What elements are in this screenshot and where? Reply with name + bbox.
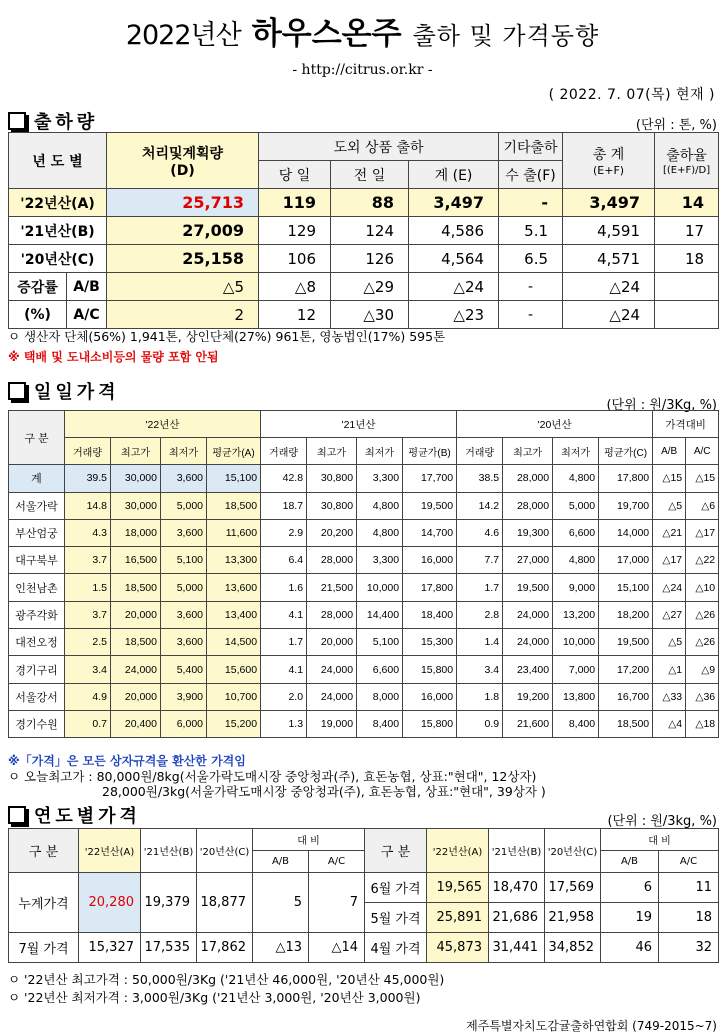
price-cell: 13,300 <box>207 547 261 574</box>
table-row: 누계가격 20,280 19,379 18,877 5 7 6월 가격 19,565 18,470 17,569 6 11 <box>9 873 719 903</box>
price-cell: 30,800 <box>307 492 357 519</box>
price-cell: △15 <box>686 465 719 492</box>
year-header: 년 도 별 <box>9 133 107 189</box>
table-row <box>9 683 719 710</box>
price-cell: 27,000 <box>503 547 553 574</box>
price-cell: 18,500 <box>111 629 161 656</box>
price-cell: 10,700 <box>207 683 261 710</box>
price-cell: 17,800 <box>403 574 457 601</box>
market-name: 부산엄궁 <box>9 519 65 546</box>
price-cell: 4,800 <box>553 547 599 574</box>
price-cell: 13,200 <box>553 601 599 628</box>
price-cell: 5,100 <box>357 629 403 656</box>
price-cell: 17,000 <box>599 547 653 574</box>
price-cell: 17,200 <box>599 656 653 683</box>
table-row: 증감률 A/B △5 △8 △29 △24 - △24 <box>9 273 719 301</box>
price-cell: 9,000 <box>553 574 599 601</box>
price-cell: 1.5 <box>65 574 111 601</box>
price-cell: 19,500 <box>403 492 457 519</box>
price-cell: 3,600 <box>161 601 207 628</box>
sub-header: 거래량 <box>65 438 111 465</box>
checkbox-square-icon <box>8 382 26 400</box>
yesterday-header: 전 일 <box>331 161 409 189</box>
price-cell: 15,300 <box>403 629 457 656</box>
price-cell: 16,000 <box>403 547 457 574</box>
price-cell: 15,800 <box>403 710 457 737</box>
price-cell: 17,700 <box>403 465 457 492</box>
price-cell: 1.3 <box>261 710 307 737</box>
year-header-20: '20년산 <box>457 411 653 438</box>
price-cell: 19,500 <box>503 574 553 601</box>
price-cell: 14,700 <box>403 519 457 546</box>
price-cell: △27 <box>653 601 686 628</box>
market-name: 경기구리 <box>9 656 65 683</box>
daily-note-2: ㅇ 오늘최고가 : 80,000원/8kg(서울가락도매시장 중앙청과(주), 효돈농협, 상표:"현대", 12상자) <box>8 769 537 784</box>
price-cell: 14,000 <box>599 519 653 546</box>
price-cell: 3,300 <box>357 547 403 574</box>
price-cell: 20,200 <box>307 519 357 546</box>
price-cell: 24,000 <box>307 656 357 683</box>
daily-section-heading <box>8 378 120 404</box>
price-cell: 28,000 <box>307 547 357 574</box>
sub-header: 최저가 <box>161 438 207 465</box>
export-header: 수 출(F) <box>499 161 563 189</box>
price-cell: 18,000 <box>111 519 161 546</box>
table-row <box>9 465 719 492</box>
sub-header: 거래량 <box>261 438 307 465</box>
shipment-table <box>8 132 719 329</box>
price-cell: 18,500 <box>207 492 261 519</box>
price-cell: 17,800 <box>599 465 653 492</box>
table-row <box>9 656 719 683</box>
daily-section-title: 일일가격 <box>34 382 120 403</box>
sub-header: 평균가(C) <box>599 438 653 465</box>
yearly-note-2: ㅇ '22년산 최저가격 : 3,000원/3Kg ('21년산 3,000원, '20년산 3,000원) <box>8 990 421 1005</box>
site-url[interactable]: - http://citrus.or.kr - <box>292 62 433 78</box>
price-cell: 8,400 <box>553 710 599 737</box>
price-cell: 20,000 <box>307 629 357 656</box>
price-cell: 18,200 <box>599 601 653 628</box>
price-cell: 3,600 <box>161 519 207 546</box>
price-cell: 15,100 <box>207 465 261 492</box>
price-cell: 21,500 <box>307 574 357 601</box>
price-cell: 8,000 <box>357 683 403 710</box>
market-name: 광주각화 <box>9 601 65 628</box>
price-cell: 24,000 <box>307 683 357 710</box>
price-cell: 19,500 <box>599 629 653 656</box>
shipment-unit: (단위 : 톤, %) <box>635 118 717 133</box>
sub-header: 최고가 <box>111 438 161 465</box>
market-name: 대전오정 <box>9 629 65 656</box>
shipment-note: ㅇ 생산자 단체(56%) 1,941톤, 상인단체(27%) 961톤, 영농법인(17%) 595톤 <box>8 329 446 344</box>
price-cell: 4.6 <box>457 519 503 546</box>
price-cell: 15,100 <box>599 574 653 601</box>
price-cell: 1.7 <box>261 629 307 656</box>
price-cell: △5 <box>653 629 686 656</box>
checkbox-square-icon <box>8 112 26 130</box>
checkbox-square-icon <box>8 806 26 824</box>
price-cell: 6,600 <box>357 656 403 683</box>
ratio-header: 출하율 [(E+F)/D] <box>655 133 719 189</box>
price-cell: 5,400 <box>161 656 207 683</box>
price-cell: 13,400 <box>207 601 261 628</box>
year-header-21: '21년산 <box>261 411 457 438</box>
price-cell: 15,600 <box>207 656 261 683</box>
price-cell: 5,000 <box>161 492 207 519</box>
price-cell: 16,700 <box>599 683 653 710</box>
price-cell: 28,000 <box>503 492 553 519</box>
sub-header: 최고가 <box>307 438 357 465</box>
price-cell: 19,200 <box>503 683 553 710</box>
table-row <box>9 574 719 601</box>
today-header: 당 일 <box>259 161 331 189</box>
page-title <box>0 8 725 53</box>
price-cell: △4 <box>653 710 686 737</box>
table-row <box>9 492 719 519</box>
price-cell: 23,400 <box>503 656 553 683</box>
price-cell: 2.8 <box>457 601 503 628</box>
table-row: '21년산(B) 27,009 129 124 4,586 5.1 4,591 17 <box>9 217 719 245</box>
price-cell: 1.8 <box>457 683 503 710</box>
price-cell: 2.9 <box>261 519 307 546</box>
table-row <box>9 519 719 546</box>
price-cell: 8,400 <box>357 710 403 737</box>
price-cell: 20,000 <box>111 601 161 628</box>
price-cell: 18.7 <box>261 492 307 519</box>
sub-header: 평균가(B) <box>403 438 457 465</box>
price-cell: 3.4 <box>65 656 111 683</box>
table-row: '22년산(A) 25,713 119 88 3,497 - 3,497 14 <box>9 189 719 217</box>
price-cell: △9 <box>686 656 719 683</box>
price-cell: 3,300 <box>357 465 403 492</box>
title-year: 2022년산 <box>125 20 241 51</box>
price-cell: 15,200 <box>207 710 261 737</box>
price-cell: 2.0 <box>261 683 307 710</box>
price-cell: △6 <box>686 492 719 519</box>
sub-header: 최고가 <box>503 438 553 465</box>
price-cell: 14.8 <box>65 492 111 519</box>
price-cell: △26 <box>686 629 719 656</box>
other-header: 기타출하 <box>499 133 563 161</box>
price-cell: 0.7 <box>65 710 111 737</box>
price-cell: 28,000 <box>503 465 553 492</box>
price-cell: 14.2 <box>457 492 503 519</box>
table-row: '20년산(C) 25,158 106 126 4,564 6.5 4,571 18 <box>9 245 719 273</box>
daily-price-table <box>8 410 719 738</box>
price-cell: △24 <box>653 574 686 601</box>
price-cell: 19,000 <box>307 710 357 737</box>
market-name: 대구북부 <box>9 547 65 574</box>
price-cell: 1.7 <box>457 574 503 601</box>
price-cell: △33 <box>653 683 686 710</box>
market-name: 인천남촌 <box>9 574 65 601</box>
price-cell: 14,500 <box>207 629 261 656</box>
table-row: 5월 가격 25,891 21,686 21,958 19 18 <box>9 903 719 933</box>
price-cell: 24,000 <box>503 601 553 628</box>
price-cell: 1.4 <box>457 629 503 656</box>
table-row <box>9 629 719 656</box>
price-cell: 3.4 <box>457 656 503 683</box>
shipment-warning: ※ 택배 및 도내소비등의 물량 포함 안됨 <box>8 350 219 364</box>
price-cell: 42.8 <box>261 465 307 492</box>
price-cell: △17 <box>653 547 686 574</box>
yearly-section-heading <box>8 802 141 828</box>
price-cell: 4.1 <box>261 601 307 628</box>
price-cell: 4,800 <box>357 519 403 546</box>
price-cell: 5,000 <box>161 574 207 601</box>
price-cell: △18 <box>686 710 719 737</box>
price-cell: 1.6 <box>261 574 307 601</box>
price-cell: 2.5 <box>65 629 111 656</box>
plan-header: 처리및계획량 (D) <box>107 133 259 189</box>
price-cell: 6,000 <box>161 710 207 737</box>
price-cell: 14,400 <box>357 601 403 628</box>
price-cell: 7.7 <box>457 547 503 574</box>
price-cell: △17 <box>686 519 719 546</box>
price-cell: 16,500 <box>111 547 161 574</box>
price-cell: 6.4 <box>261 547 307 574</box>
price-cell: 18,500 <box>111 574 161 601</box>
market-name: 경기수원 <box>9 710 65 737</box>
domestic-header: 도외 상품 출하 <box>259 133 499 161</box>
title-rest: 출하 및 가격동향 <box>412 22 600 50</box>
price-cell: 7,000 <box>553 656 599 683</box>
daily-note-1: ※「가격」은 모든 상자규격을 환산한 가격임 <box>8 754 246 768</box>
price-cell: 11,600 <box>207 519 261 546</box>
price-cell: 4.1 <box>261 656 307 683</box>
price-cell: 13,600 <box>207 574 261 601</box>
price-cell: 0.9 <box>457 710 503 737</box>
price-cell: 4.3 <box>65 519 111 546</box>
sub-header: 평균가(A) <box>207 438 261 465</box>
price-cell: 3.7 <box>65 601 111 628</box>
price-cell: 21,600 <box>503 710 553 737</box>
price-cell: 4.9 <box>65 683 111 710</box>
sub-header: 거래량 <box>457 438 503 465</box>
shipment-section-title: 출하량 <box>34 112 99 133</box>
sub-header: 최저가 <box>357 438 403 465</box>
price-cell: △36 <box>686 683 719 710</box>
table-row: 7월 가격 15,327 17,535 17,862 △13 △14 4월 가격 45,873 31,441 34,852 46 32 <box>9 933 719 963</box>
price-cell: 5,000 <box>553 492 599 519</box>
table-row: (%) A/C 2 12 △30 △23 - △24 <box>9 301 719 329</box>
footer-org: 제주특별자치도감귤출하연합회 (749-2015~7) <box>466 1019 717 1033</box>
price-cell: 30,000 <box>111 492 161 519</box>
daily-note-3: 28,000원/3kg(서울가락도매시장 중앙청과(주), 효돈농협, 상표:"현대", 39상자 ) <box>102 784 546 799</box>
price-cell: 3.7 <box>65 547 111 574</box>
price-cell: 3,600 <box>161 465 207 492</box>
yearly-note-1: ㅇ '22년산 최고가격 : 50,000원/3Kg ('21년산 46,000원, '20년산 45,000원) <box>8 972 445 987</box>
market-name: 서울가락 <box>9 492 65 519</box>
year-header-22: '22년산 <box>65 411 261 438</box>
price-cell: 6,600 <box>553 519 599 546</box>
price-cell: 10,000 <box>553 629 599 656</box>
sub-header: A/B <box>653 438 686 465</box>
price-cell: △26 <box>686 601 719 628</box>
price-cell: △21 <box>653 519 686 546</box>
price-cell: 38.5 <box>457 465 503 492</box>
price-cell: △1 <box>653 656 686 683</box>
price-cell: 28,000 <box>307 601 357 628</box>
price-cell: 4,800 <box>553 465 599 492</box>
price-cell: 4,800 <box>357 492 403 519</box>
price-cell: 16,000 <box>403 683 457 710</box>
price-cell: 20,400 <box>111 710 161 737</box>
price-cell: 3,900 <box>161 683 207 710</box>
daily-unit: (단위 : 원/3Kg, %) <box>606 398 717 413</box>
yearly-price-table: 구 분 '22년산(A) '21년산(B) '20년산(C) 대 비 구 분 '22년산(A) '21년산(B) '20년산(C) 대 비 A/B A/C A/B A/C 누계가격 20,280 19,379 18,877 5 7 6월 가격 19,565 18,470 17,569 6 11 5월 가격 25,891 21,686 21,958 19 18 7월 가격 15,327 17,535 17,862 △13 △14 4월 가격 45,873 31,441 34,852 46 32 <box>8 828 719 963</box>
grand-total-header: 총 계 (E+F) <box>563 133 655 189</box>
price-cell: 15,800 <box>403 656 457 683</box>
market-name: 계 <box>9 465 65 492</box>
title-main: 하우스온주 <box>251 16 402 52</box>
price-cell: 20,000 <box>111 683 161 710</box>
price-cell: 10,000 <box>357 574 403 601</box>
table-row <box>9 601 719 628</box>
price-cell: △22 <box>686 547 719 574</box>
price-cell: 13,800 <box>553 683 599 710</box>
price-cell: 5,100 <box>161 547 207 574</box>
sub-header: 최저가 <box>553 438 599 465</box>
price-cell: 3,600 <box>161 629 207 656</box>
table-row <box>9 547 719 574</box>
price-cell: 18,500 <box>599 710 653 737</box>
compare-header: 가격대비 <box>653 411 719 438</box>
shipment-section-heading <box>8 108 98 134</box>
sub-header: A/C <box>686 438 719 465</box>
total-e-header: 계 (E) <box>409 161 499 189</box>
price-cell: △15 <box>653 465 686 492</box>
market-name: 서울강서 <box>9 683 65 710</box>
price-cell: 19,700 <box>599 492 653 519</box>
price-cell: 30,800 <box>307 465 357 492</box>
price-cell: 30,000 <box>111 465 161 492</box>
yearly-unit: (단위 : 원/3kg, %) <box>607 814 717 829</box>
price-cell: 39.5 <box>65 465 111 492</box>
report-date: ( 2022. 7. 07(목) 현재 ) <box>548 87 715 103</box>
price-cell: 18,400 <box>403 601 457 628</box>
price-cell: 19,300 <box>503 519 553 546</box>
yearly-section-title: 연도별가격 <box>34 806 141 827</box>
price-cell: 24,000 <box>503 629 553 656</box>
price-cell: △10 <box>686 574 719 601</box>
price-cell: 24,000 <box>111 656 161 683</box>
price-cell: △5 <box>653 492 686 519</box>
table-row <box>9 710 719 737</box>
group-header: 구 분 <box>9 411 65 465</box>
